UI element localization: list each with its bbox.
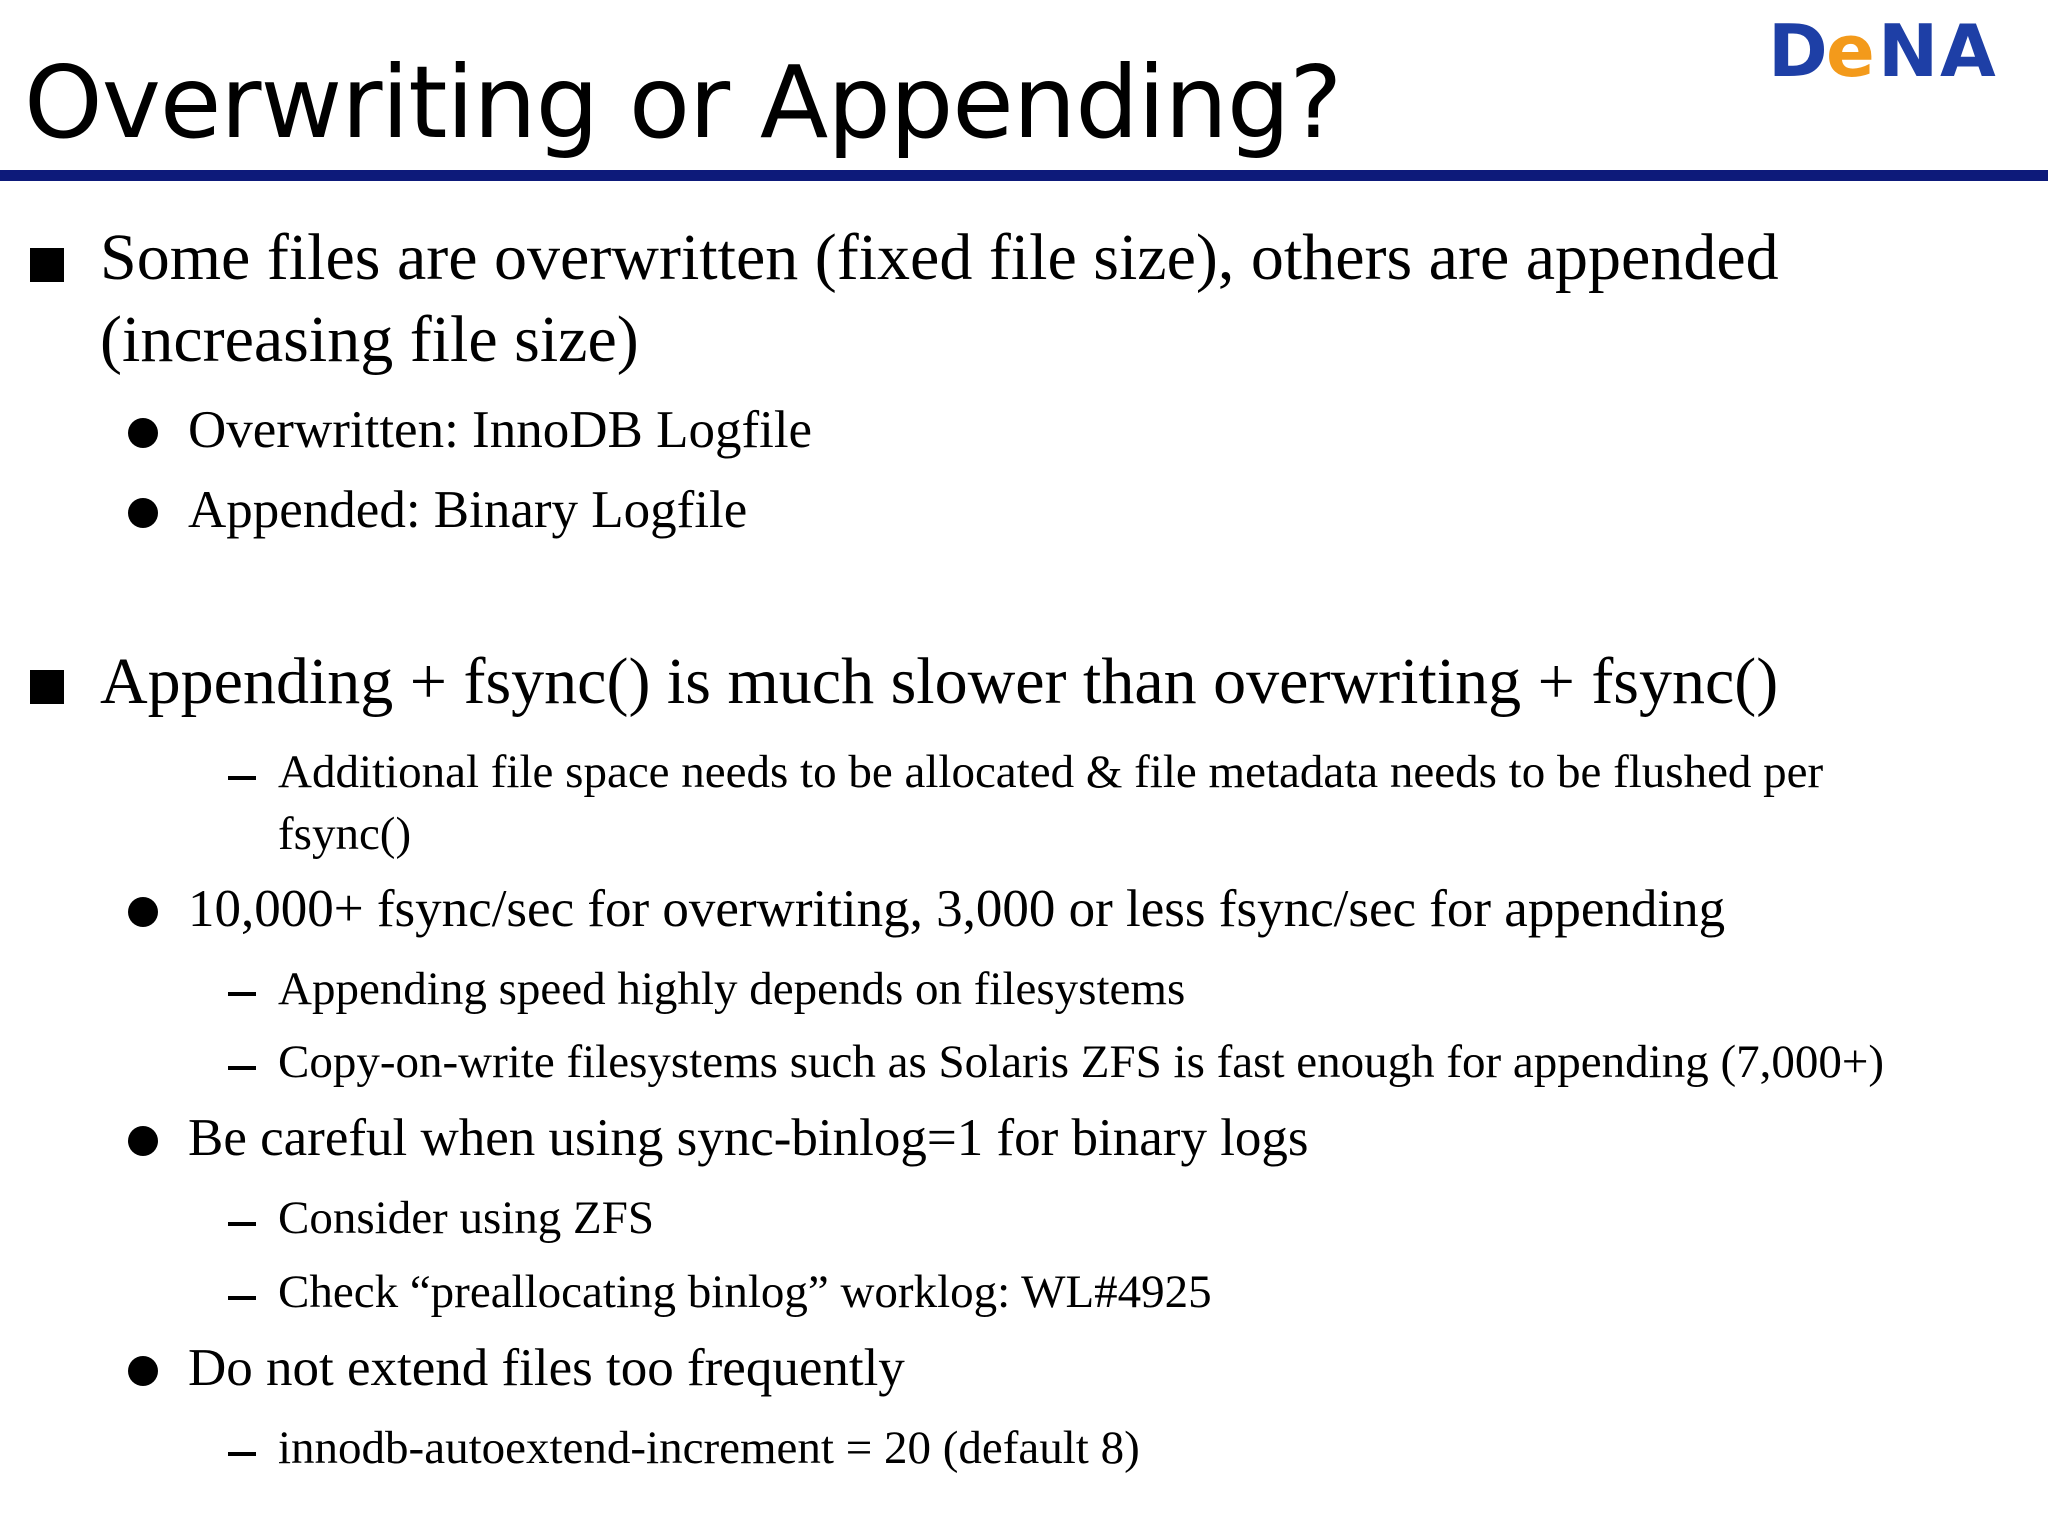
title-rule bbox=[0, 170, 2048, 181]
bullet-1-line-1: Some files are overwritten (fixed file size), others are appended bbox=[100, 221, 1779, 294]
bullet-2-sub-3-note-1: innodb-autoextend-increment = 20 (default 8) bbox=[278, 1422, 1140, 1474]
dash-bullet-icon bbox=[228, 992, 256, 996]
logo-letter-n: N bbox=[1878, 10, 1939, 93]
bullet-2-sub-1-note-2: Copy-on-write filesystems such as Solaris ZFS is fast enough for appending (7,000+) bbox=[278, 1036, 1885, 1088]
bullet-2-sub-3: Do not extend files too frequently bbox=[188, 1339, 905, 1397]
dena-logo bbox=[1768, 10, 2028, 100]
square-bullet-icon bbox=[30, 670, 64, 704]
round-bullet-icon bbox=[128, 498, 158, 528]
bullet-1-sub-2: Appended: Binary Logfile bbox=[188, 481, 748, 539]
bullet-2-note-line-2: fsync() bbox=[278, 808, 412, 860]
dash-bullet-icon bbox=[228, 776, 256, 780]
logo-letter-d: D bbox=[1768, 10, 1828, 93]
bullet-1-sub-1: Overwritten: InnoDB Logfile bbox=[188, 401, 813, 459]
dash-bullet-icon bbox=[228, 1222, 256, 1226]
dash-bullet-icon bbox=[228, 1066, 256, 1070]
bullet-2-line: Appending + fsync() is much slower than overwriting + fsync() bbox=[100, 645, 1779, 718]
bullet-2-sub-2-note-2: Check “preallocating binlog” worklog: WL#4925 bbox=[278, 1266, 1212, 1318]
bullet-2-sub-1-note-1: Appending speed highly depends on filesystems bbox=[278, 963, 1186, 1015]
dash-bullet-icon bbox=[228, 1452, 256, 1456]
logo-letter-a: A bbox=[1940, 10, 1996, 93]
logo-letter-e: e bbox=[1826, 10, 1875, 93]
bullet-2-sub-2: Be careful when using sync-binlog=1 for binary logs bbox=[188, 1109, 1309, 1167]
round-bullet-icon bbox=[128, 418, 158, 448]
bullet-2-sub-2-note-1: Consider using ZFS bbox=[278, 1192, 655, 1244]
bullet-2-sub-1: 10,000+ fsync/sec for overwriting, 3,000 or less fsync/sec for appending bbox=[188, 880, 1726, 938]
slide-title: Overwriting or Appending? bbox=[24, 44, 1342, 161]
round-bullet-icon bbox=[128, 1356, 158, 1386]
bullet-1-line-2: (increasing file size) bbox=[100, 303, 639, 376]
bullet-2-note-line-1: Additional file space needs to be allocated & file metadata needs to be flushed per bbox=[278, 746, 1824, 798]
round-bullet-icon bbox=[128, 1126, 158, 1156]
dash-bullet-icon bbox=[228, 1296, 256, 1300]
square-bullet-icon bbox=[30, 248, 64, 282]
round-bullet-icon bbox=[128, 897, 158, 927]
